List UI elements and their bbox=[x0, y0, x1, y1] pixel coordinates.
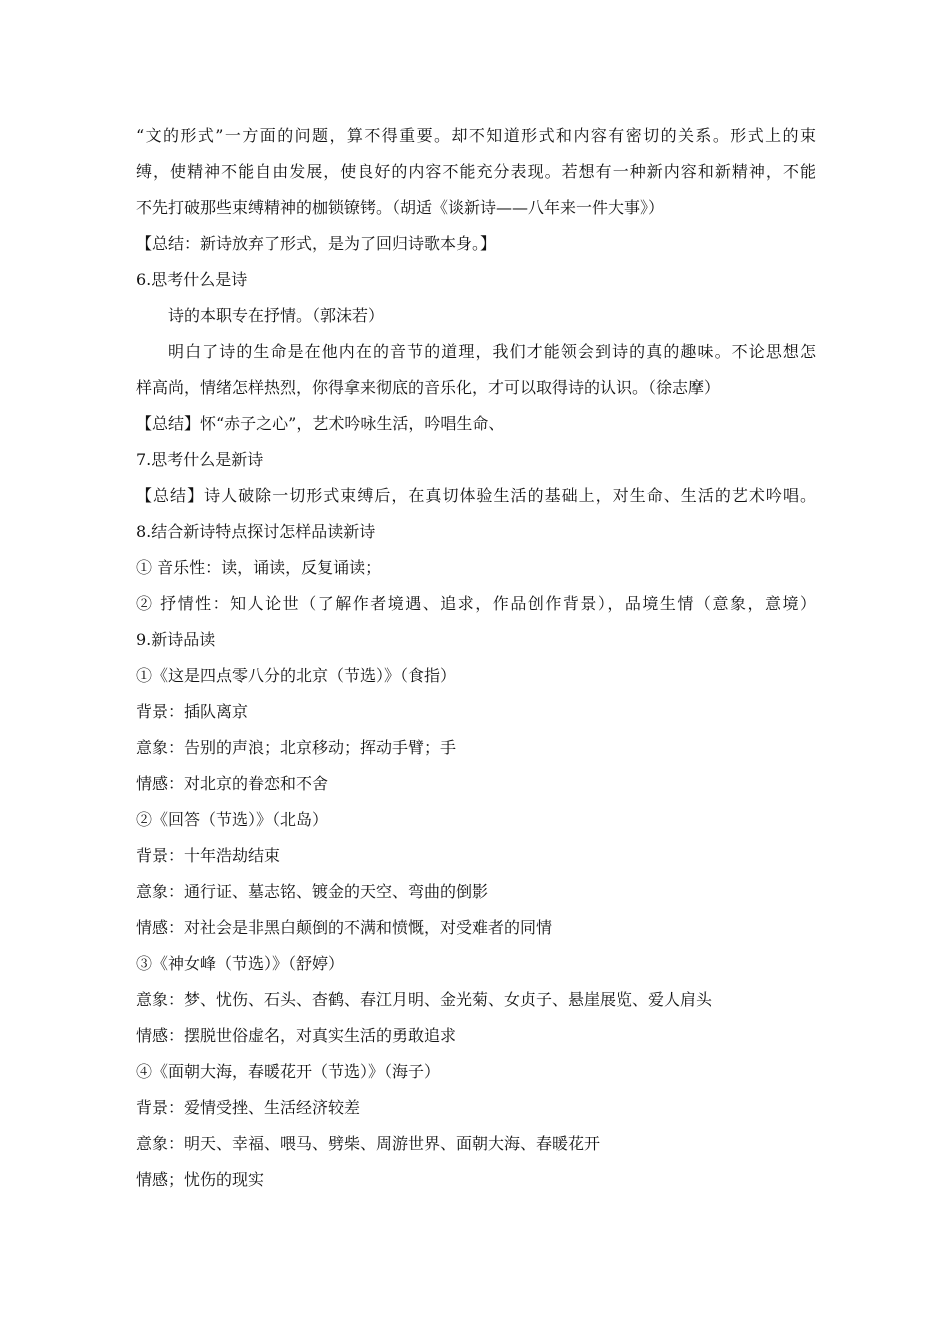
section-heading: 7.思考什么是新诗 bbox=[136, 450, 264, 469]
quote-line: 诗的本职专在抒情。（郭沫若） bbox=[168, 306, 385, 325]
poem-detail: 意象：告别的声浪；北京移动；挥动手臂；手 bbox=[136, 738, 457, 757]
poem-detail: 情感：对北京的眷恋和不舍 bbox=[136, 774, 329, 793]
paragraph-line: “文的形式”一方面的问题，算不得重要。却不知道形式和内容有密切的关系。形式上的束 bbox=[136, 126, 816, 145]
poem-detail: 意象：梦、忧伤、石头、杳鹤、春江月明、金光菊、女贞子、悬崖展览、爱人肩头 bbox=[136, 990, 713, 1009]
section-heading: 6.思考什么是诗 bbox=[136, 270, 248, 289]
poem-detail: 情感：摆脱世俗虚名，对真实生活的勇敢追求 bbox=[136, 1026, 457, 1045]
poem-detail: 情感：对社会是非黑白颠倒的不满和愤慨，对受难者的同情 bbox=[136, 918, 553, 937]
poem-title: ①《这是四点零八分的北京（节选）》（食指） bbox=[136, 666, 457, 685]
paragraph-line: 缚，使精神不能自由发展，使良好的内容不能充分表现。若想有一种新内容和新精神，不能 bbox=[136, 162, 816, 181]
summary-line: 【总结：新诗放弃了形式，是为了回归诗歌本身。】 bbox=[136, 234, 497, 253]
section-heading: 9.新诗品读 bbox=[136, 630, 216, 649]
poem-detail: 背景：插队离京 bbox=[136, 702, 249, 721]
poem-detail: 意象：明天、幸福、喂马、劈柴、周游世界、面朝大海、春暖花开 bbox=[136, 1134, 601, 1153]
quote-line: 明白了诗的生命是在他内在的音节的道理，我们才能领会到诗的真的趣味。不论思想怎 bbox=[168, 342, 816, 361]
section-heading: 8.结合新诗特点探讨怎样品读新诗 bbox=[136, 522, 376, 541]
list-item: ① 音乐性：读，诵读，反复诵读； bbox=[136, 558, 382, 577]
quote-line: 样高尚，情绪怎样热烈，你得拿来彻底的音乐化，才可以取得诗的认识。（徐志摩） bbox=[136, 378, 721, 397]
poem-detail: 意象：通行证、墓志铭、镀金的天空、弯曲的倒影 bbox=[136, 882, 489, 901]
summary-line: 【总结】怀“赤子之心”，艺术吟咏生活，吟唱生命、 bbox=[136, 414, 505, 433]
poem-title: ②《回答（节选）》（北岛） bbox=[136, 810, 329, 829]
document-page bbox=[136, 118, 816, 1198]
poem-title: ④《面朝大海，春暖花开（节选）》（海子） bbox=[136, 1062, 441, 1081]
list-item: ② 抒情性：知人论世（了解作者境遇、追求，作品创作背景），品境生情（意象，意境） bbox=[136, 594, 816, 613]
paragraph-line: 不先打破那些束缚精神的枷锁镣铐。（胡适《谈新诗——八年来一件大事》） bbox=[136, 198, 665, 217]
poem-detail: 情感；忧伤的现实 bbox=[136, 1170, 265, 1189]
poem-title: ③《神女峰（节选）》（舒婷） bbox=[136, 954, 345, 973]
summary-line: 【总结】诗人破除一切形式束缚后，在真切体验生活的基础上，对生命、生活的艺术吟唱。 bbox=[136, 486, 816, 505]
poem-detail: 背景：十年浩劫结束 bbox=[136, 846, 281, 865]
poem-detail: 背景：爱情受挫、生活经济较差 bbox=[136, 1098, 361, 1117]
